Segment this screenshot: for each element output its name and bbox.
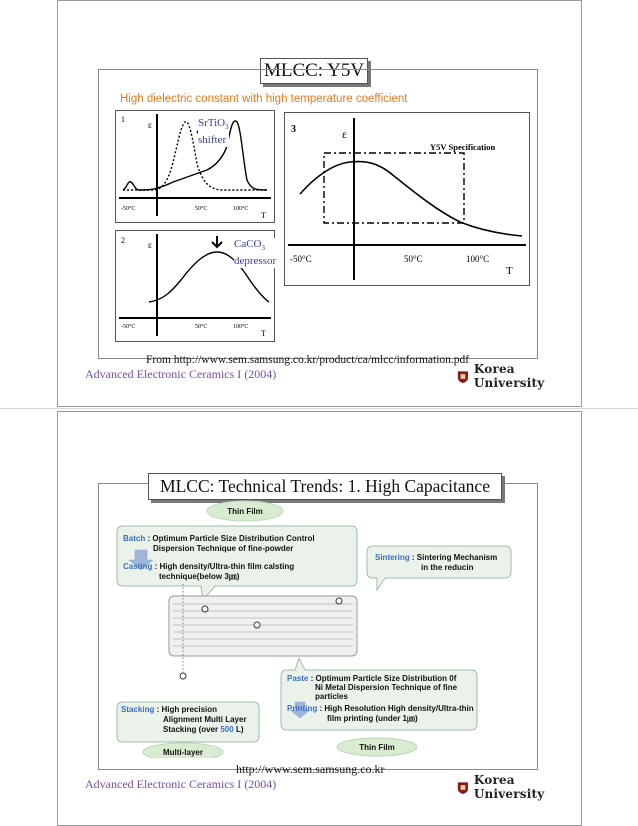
panel2-tick-2: 50°C xyxy=(195,324,208,330)
slide1-source: From http://www.sem.samsung.co.kr/product/ca/mlcc/information.pdf xyxy=(146,354,470,366)
stacking-marker xyxy=(180,673,186,679)
panel3-number: 3 xyxy=(291,124,296,135)
paste-line2: Ni Metal Dispersion Technique of fine xyxy=(315,683,458,692)
panel3-eps: ε xyxy=(342,127,348,141)
casting-line2: technique(below 3㎛) xyxy=(159,572,240,581)
slide2-university-name: Korea University xyxy=(473,773,545,801)
sintering-text: Sintering : Sintering Mechanism xyxy=(375,553,498,562)
thin-film-bottom-label: Thin Film xyxy=(359,743,395,752)
paste-line3: particles xyxy=(315,692,348,701)
batch-text: Batch : Optimum Particle Size Distribution Control xyxy=(123,534,315,543)
korea-university-logo-icon xyxy=(456,780,470,795)
slide1-university-name: Korea University xyxy=(473,362,545,390)
mlcc-chip xyxy=(169,596,357,656)
panel3-tick-1: -50°C xyxy=(290,254,312,264)
panel3-axis-label: T xyxy=(506,265,513,277)
slide1-footer: Advanced Electronic Ceramics I (2004) xyxy=(85,367,277,381)
slide2-university-mark xyxy=(456,773,581,801)
batch-line2: Dispersion Technique of fine-powder xyxy=(153,544,294,553)
stacking-text: Stacking : High precision xyxy=(121,705,218,714)
panel1-tick-2: 50°C xyxy=(195,206,208,212)
panel3-graph xyxy=(284,112,530,286)
panel1-tick-3: 100°C xyxy=(233,206,249,212)
panel1-eps: ε xyxy=(148,120,152,130)
slide-separator xyxy=(0,408,638,409)
korea-university-logo-icon xyxy=(456,369,470,384)
slide2-diagram xyxy=(115,498,515,758)
printing-marker xyxy=(254,622,260,628)
printing-text: Printing : High Resolution High density/Ultra-thin xyxy=(287,704,474,713)
panel2-eps: ε xyxy=(148,240,152,250)
panel2-number: 2 xyxy=(121,236,125,245)
panel1-annotation: SrTiO$_3$ shifter xyxy=(198,117,229,147)
thin-film-top-label: Thin Film xyxy=(227,507,263,516)
multi-layer-label: Multi-layer xyxy=(162,748,204,757)
panel3-spec-label: Y5V Specification xyxy=(430,142,496,152)
panel1-axis-label: T xyxy=(261,211,266,220)
casting-text: Casting : High density/Ultra-thin film calsting xyxy=(123,562,295,571)
panel2-tick-3: 100°C xyxy=(233,324,249,330)
panel3-tick-2: 50°C xyxy=(404,254,423,264)
slide1-title: MLCC: Y5V xyxy=(260,58,368,84)
slide2-footer: Advanced Electronic Ceramics I (2004) xyxy=(85,777,277,791)
slide2-title: MLCC: Technical Trends: 1. High Capacitance xyxy=(148,473,502,500)
slide1-subtitle: High dielectric constant with high temperature coefficient xyxy=(120,93,408,105)
panel1-number: 1 xyxy=(121,115,125,124)
stacking-line2: Alignment Multi Layer xyxy=(163,715,247,724)
slide-mlcc-y5v xyxy=(57,0,582,407)
panel3-tick-3: 100°C xyxy=(466,254,490,264)
panel1-graph xyxy=(115,110,275,223)
printing-line2: film printing (under 1㎛) xyxy=(327,714,418,723)
sintering-line2: in the reducin xyxy=(421,563,474,572)
panel2-axis-label: T xyxy=(261,329,266,338)
panel1-tick-1: -50°C xyxy=(121,206,136,212)
sintering-marker xyxy=(336,598,342,604)
stacking-line3: Stacking (over 500 L) xyxy=(163,725,244,734)
slide-mlcc-technical-trends xyxy=(57,411,582,826)
slide2-source: http://www.sem.samsung.co.kr xyxy=(236,762,385,776)
panel2-tick-1: -50°C xyxy=(121,324,136,330)
paste-text: Paste : Optimum Particle Size Distribution 0f xyxy=(287,674,457,683)
panel2-annotation: CaCO$_3$ depressor xyxy=(234,238,277,268)
casting-marker xyxy=(202,606,208,612)
slide1-university-mark xyxy=(456,362,581,390)
